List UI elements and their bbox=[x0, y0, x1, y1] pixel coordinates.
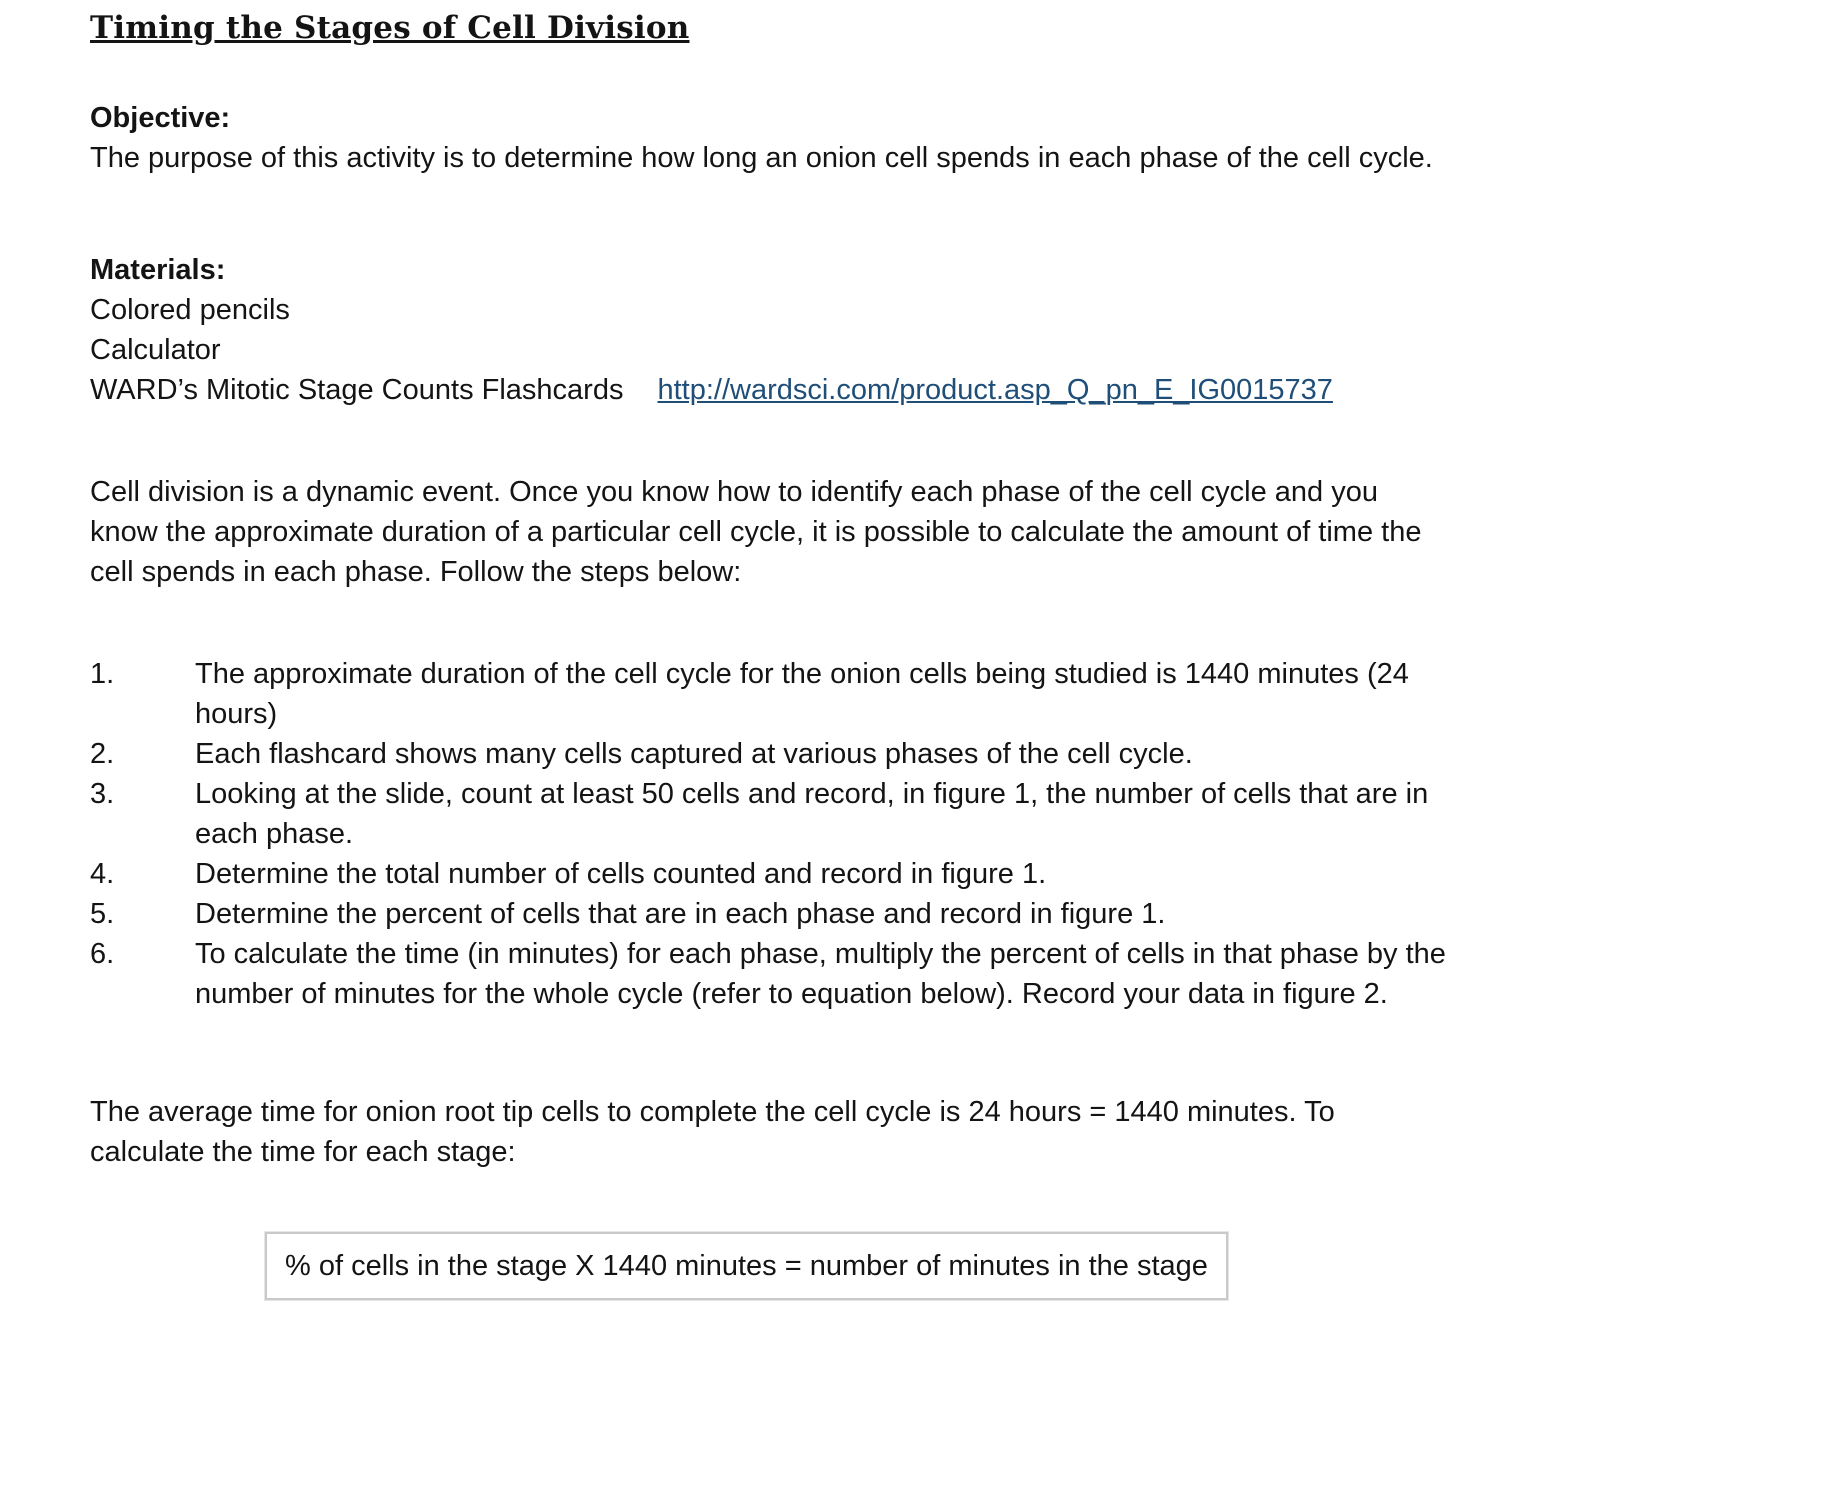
list-item bbox=[90, 934, 1769, 1014]
flashcards-link[interactable]: http://wardsci.com/product.asp_Q_pn_E_IG0015737 bbox=[657, 374, 1333, 406]
step-number: 2. bbox=[90, 738, 115, 770]
list-item bbox=[90, 854, 1769, 894]
page-title: Timing the Stages of Cell Division bbox=[90, 10, 690, 46]
average-time-paragraph: The average time for onion root tip cells to complete the cell cycle is 24 hours = 1440 minutes. To calculate the time for each stage: bbox=[90, 1096, 1335, 1168]
step-number: 3. bbox=[90, 778, 115, 810]
step-number: 4. bbox=[90, 858, 115, 890]
materials-item: Colored pencils bbox=[90, 294, 290, 326]
steps-list bbox=[90, 654, 1769, 1014]
intro-paragraph: Cell division is a dynamic event. Once you know how to identify each phase of the cell cycle and you know the approximate duration of a particular cell cycle, it is possible to calculate the amount of time the cell spends in each phase. Follow the steps below: bbox=[90, 476, 1422, 588]
equation-box: % of cells in the stage X 1440 minutes = number of minutes in the stage bbox=[265, 1232, 1228, 1300]
step-text: Looking at the slide, count at least 50 cells and record, in figure 1, the number of cells that are in each phase. bbox=[195, 778, 1429, 850]
list-item bbox=[90, 894, 1769, 934]
materials-item: Calculator bbox=[90, 334, 221, 366]
step-number: 6. bbox=[90, 938, 115, 970]
materials-flashcards-line bbox=[90, 370, 1769, 410]
equation-container bbox=[265, 1232, 1769, 1300]
step-number: 1. bbox=[90, 658, 115, 690]
step-text: Each flashcard shows many cells captured at various phases of the cell cycle. bbox=[195, 738, 1193, 770]
materials-item: WARD’s Mitotic Stage Counts Flashcards bbox=[90, 374, 624, 406]
objective-body: The purpose of this activity is to determine how long an onion cell spends in each phase of the cell cycle. bbox=[90, 142, 1433, 174]
list-item bbox=[90, 654, 1769, 734]
materials-heading: Materials: bbox=[90, 254, 226, 286]
step-text: Determine the percent of cells that are in each phase and record in figure 1. bbox=[195, 898, 1166, 930]
objective-heading: Objective: bbox=[90, 102, 231, 134]
objective-section bbox=[90, 98, 1769, 178]
step-text: The approximate duration of the cell cycle for the onion cells being studied is 1440 minutes (24 hours) bbox=[195, 658, 1409, 730]
step-text: To calculate the time (in minutes) for each phase, multiply the percent of cells in that phase by the number of minutes for the whole cycle (refer to equation below). Record your data in figure 2. bbox=[195, 938, 1446, 1010]
list-item bbox=[90, 774, 1769, 854]
step-number: 5. bbox=[90, 898, 115, 930]
materials-section bbox=[90, 250, 1769, 410]
step-text: Determine the total number of cells counted and record in figure 1. bbox=[195, 858, 1047, 890]
list-item bbox=[90, 734, 1769, 774]
